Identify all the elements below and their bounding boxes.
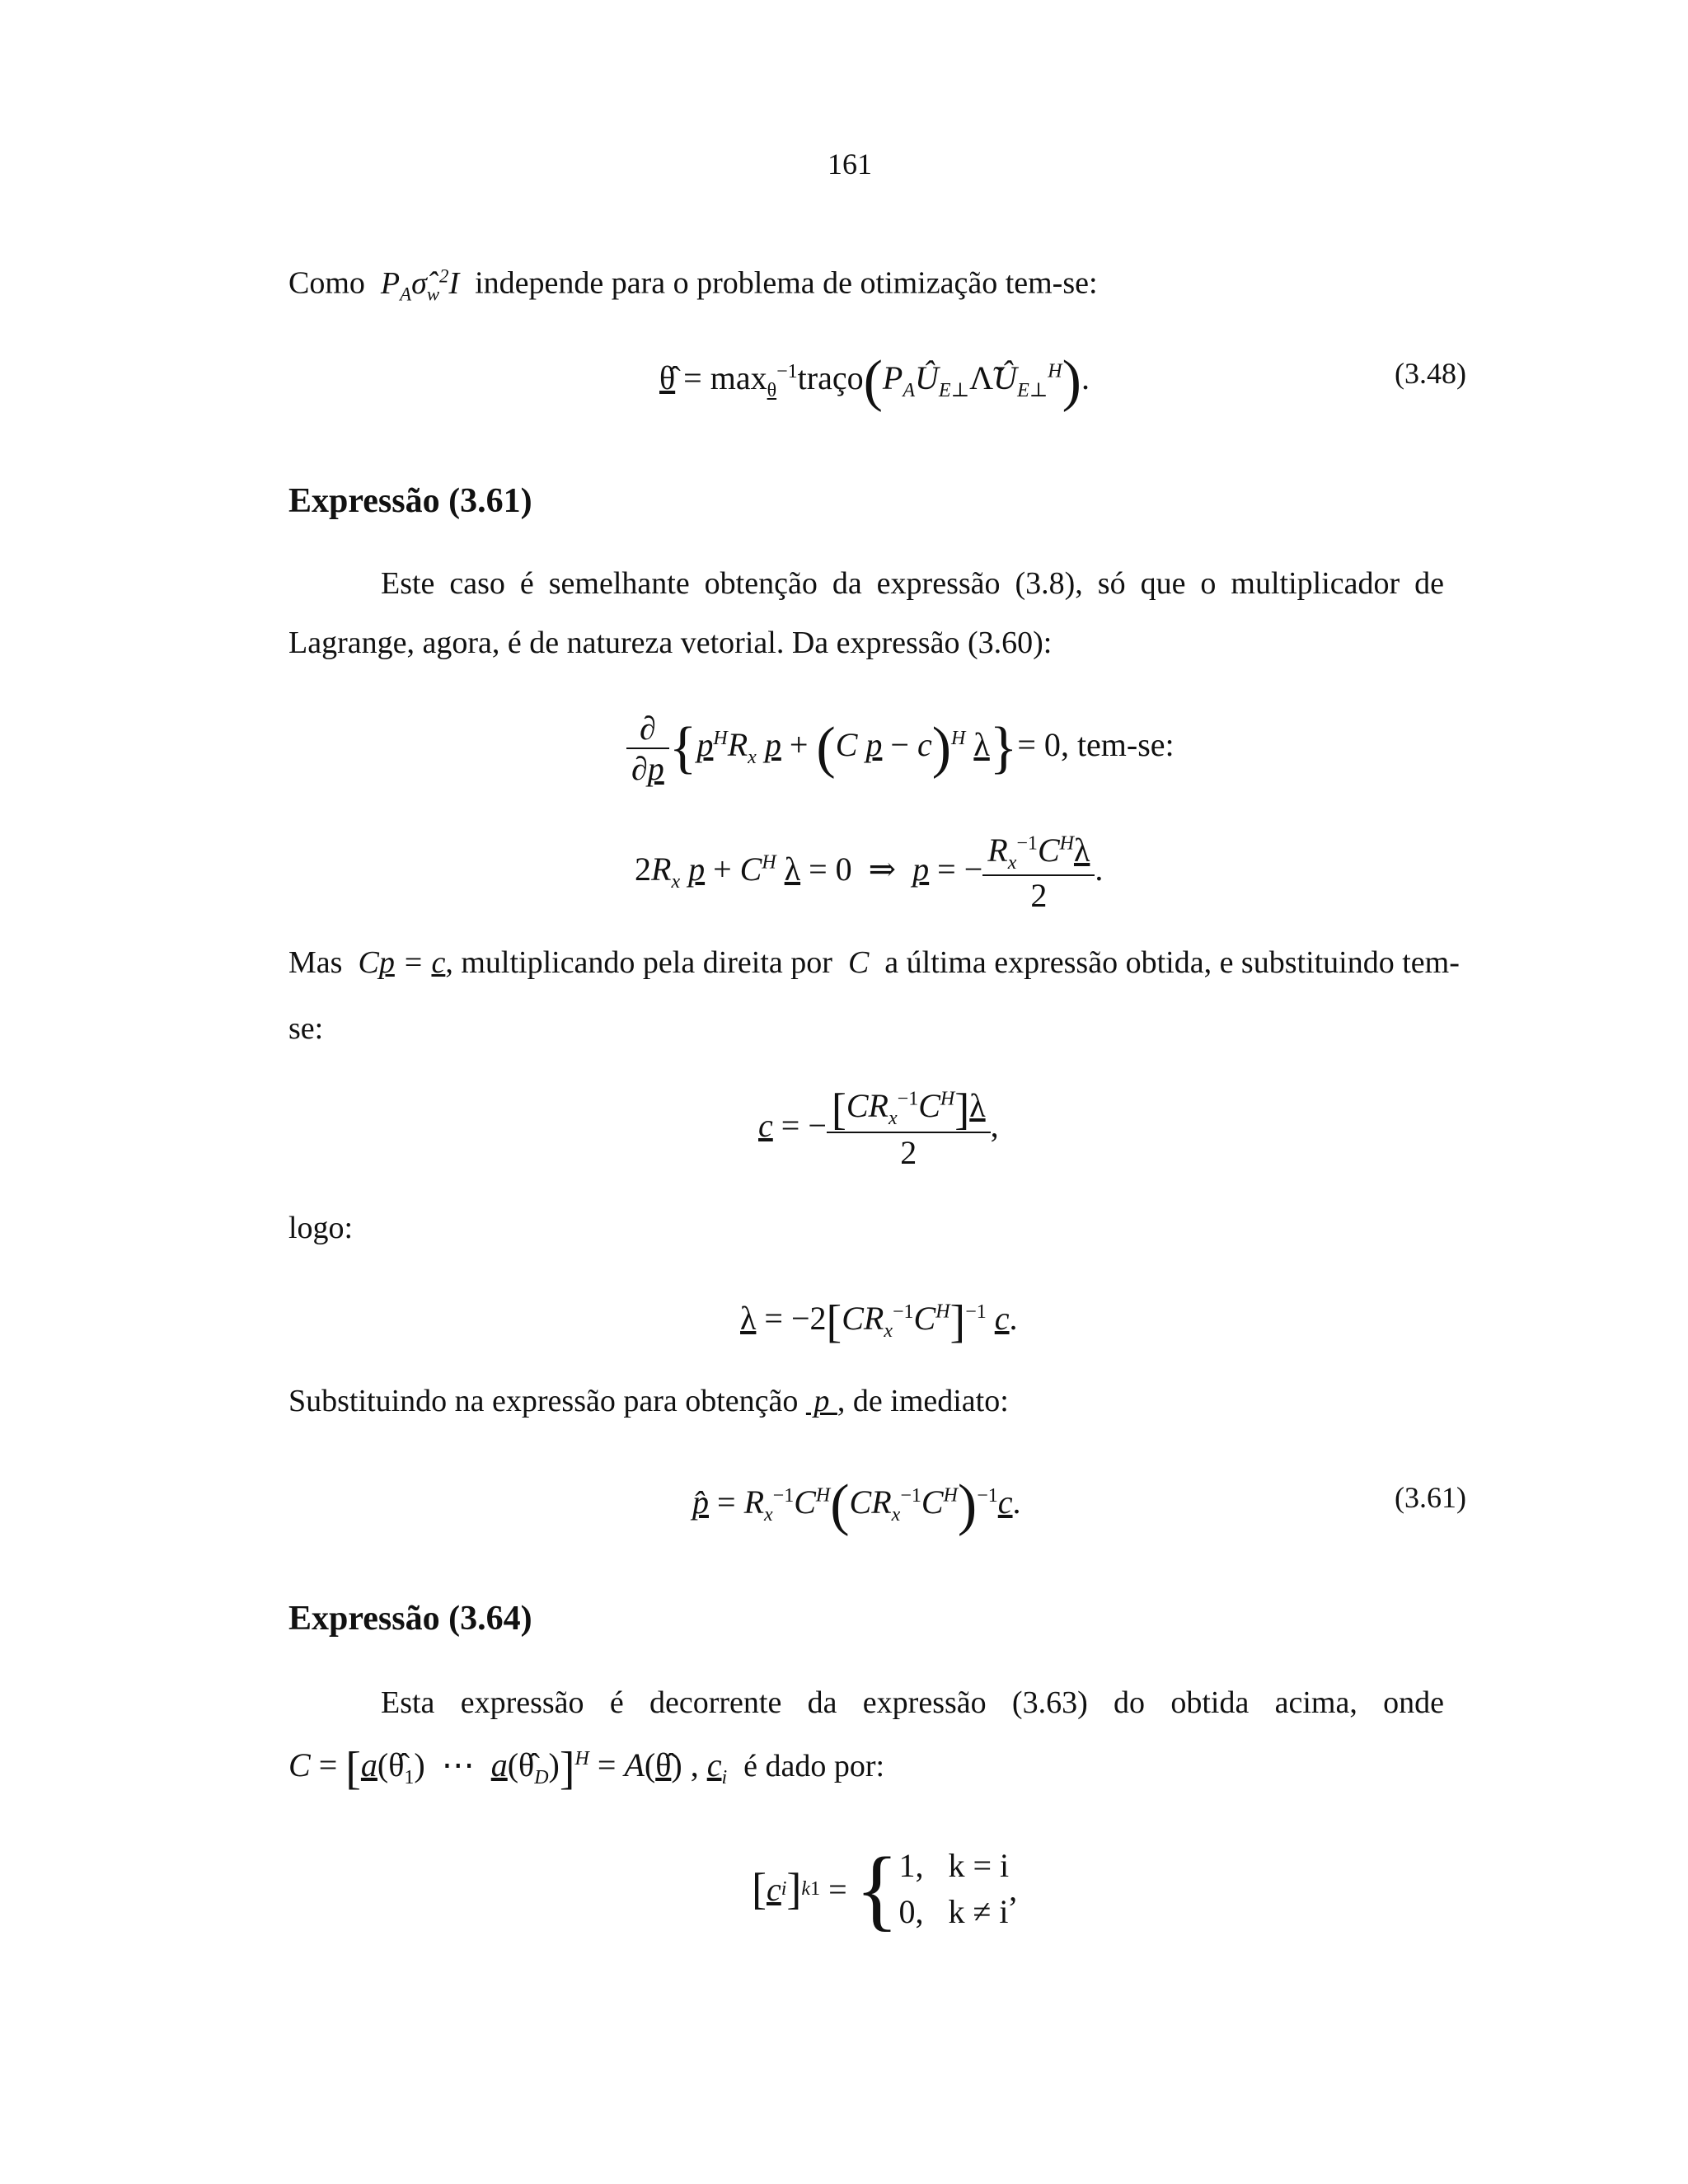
case-row1-value: 1, [898, 1847, 924, 1884]
dado-por: é dado por: [743, 1749, 885, 1784]
equation-cases: [ c i ] k1 = { 1, k = i 0, k ≠ i , [752, 1839, 1018, 1939]
case-row1-cond: k = i [948, 1847, 1010, 1884]
se-line: se: [288, 1011, 324, 1046]
section-heading-3-64: Expressão (3.64) [288, 1600, 532, 1638]
paragraph-1-line-1: Este caso é semelhante obtenção da expressão (3.8), só que o multiplicador de [381, 566, 1444, 601]
mas-mid: , multiplicando pela direita por [445, 945, 832, 980]
mas-prefix: Mas [288, 945, 343, 980]
paragraph-2-line-1: Esta expressão é decorrente da expressão (3.63) do obtida acima, onde [381, 1685, 1444, 1720]
intro-prefix: Como [288, 265, 365, 301]
case-row2-cond: k ≠ i [948, 1893, 1009, 1930]
mas-line: Mas Cp = c, multiplicando pela direita por C a última expressão obtida, e substituindo tem- [288, 945, 1460, 980]
page-number: 161 [828, 148, 872, 180]
paragraph-1-line-2: Lagrange, agora, é de natureza vetorial. Da expressão (3.60): [288, 626, 1053, 660]
equation-3-48-label: (3.48) [1395, 357, 1466, 390]
case-row2-value: 0, [898, 1893, 924, 1930]
intro-line [288, 265, 1098, 304]
equation-3-48: θ̂ = $\max_\theta^{-1}traço(P_AÛ_{E\perp}\LambdãÛ_{E\perp}^H)$. [659, 349, 1090, 413]
logo-label: logo: [288, 1211, 354, 1245]
equation-3-61-label: (3.61) [1395, 1481, 1466, 1514]
equation-lambda: $\lambda = -2[CR_x^{-1}C^H]^{-1}$ c. [740, 1296, 1018, 1347]
substituindo-suffix: , de imediato: [837, 1384, 1009, 1418]
substituindo-line: Substituindo na expressão para obtenção p , de imediato: [288, 1384, 1009, 1418]
substituindo-prefix: Substituindo na expressão para obtenção [288, 1384, 799, 1418]
equation-derivative: $\frac{\partial}{\partial p}$ {$p^HR_x$ p + (C p − c)$^H$ λ}= 0, tem-se: [626, 709, 1175, 788]
intro-suffix: independe para o problema de otimização tem-se: [475, 265, 1098, 301]
paragraph-2-line-2: $C = [a(\thetâ_1)$ ⋯ $a(\thetâ_D)]^H$ = A(θ̂) , $c_i$ é dado por: [288, 1743, 885, 1794]
equation-c: c = − $\frac{[CR_x^{-1}C^H]\lambda}{2}$ , [758, 1084, 999, 1171]
section-heading-3-61: Expressão (3.61) [288, 482, 532, 520]
tem-se-label: , tem-se: [1060, 726, 1175, 764]
equation-solution-p: $2R_x$ $p + C^H$ λ = 0 ⇒ p = − $\frac{R_x^{-1}C^H\lambda}{2}$ . [635, 832, 1104, 914]
equation-3-61: p̂ = $R_x^{-1}C^H(CR_x^{-1}C^H)^{-1}c$. [692, 1474, 1021, 1537]
mas-suffix: a última expressão obtida, e substituindo tem- [884, 945, 1460, 980]
intro-math: $P_A\sigmâ_w^2I$ [373, 265, 467, 305]
